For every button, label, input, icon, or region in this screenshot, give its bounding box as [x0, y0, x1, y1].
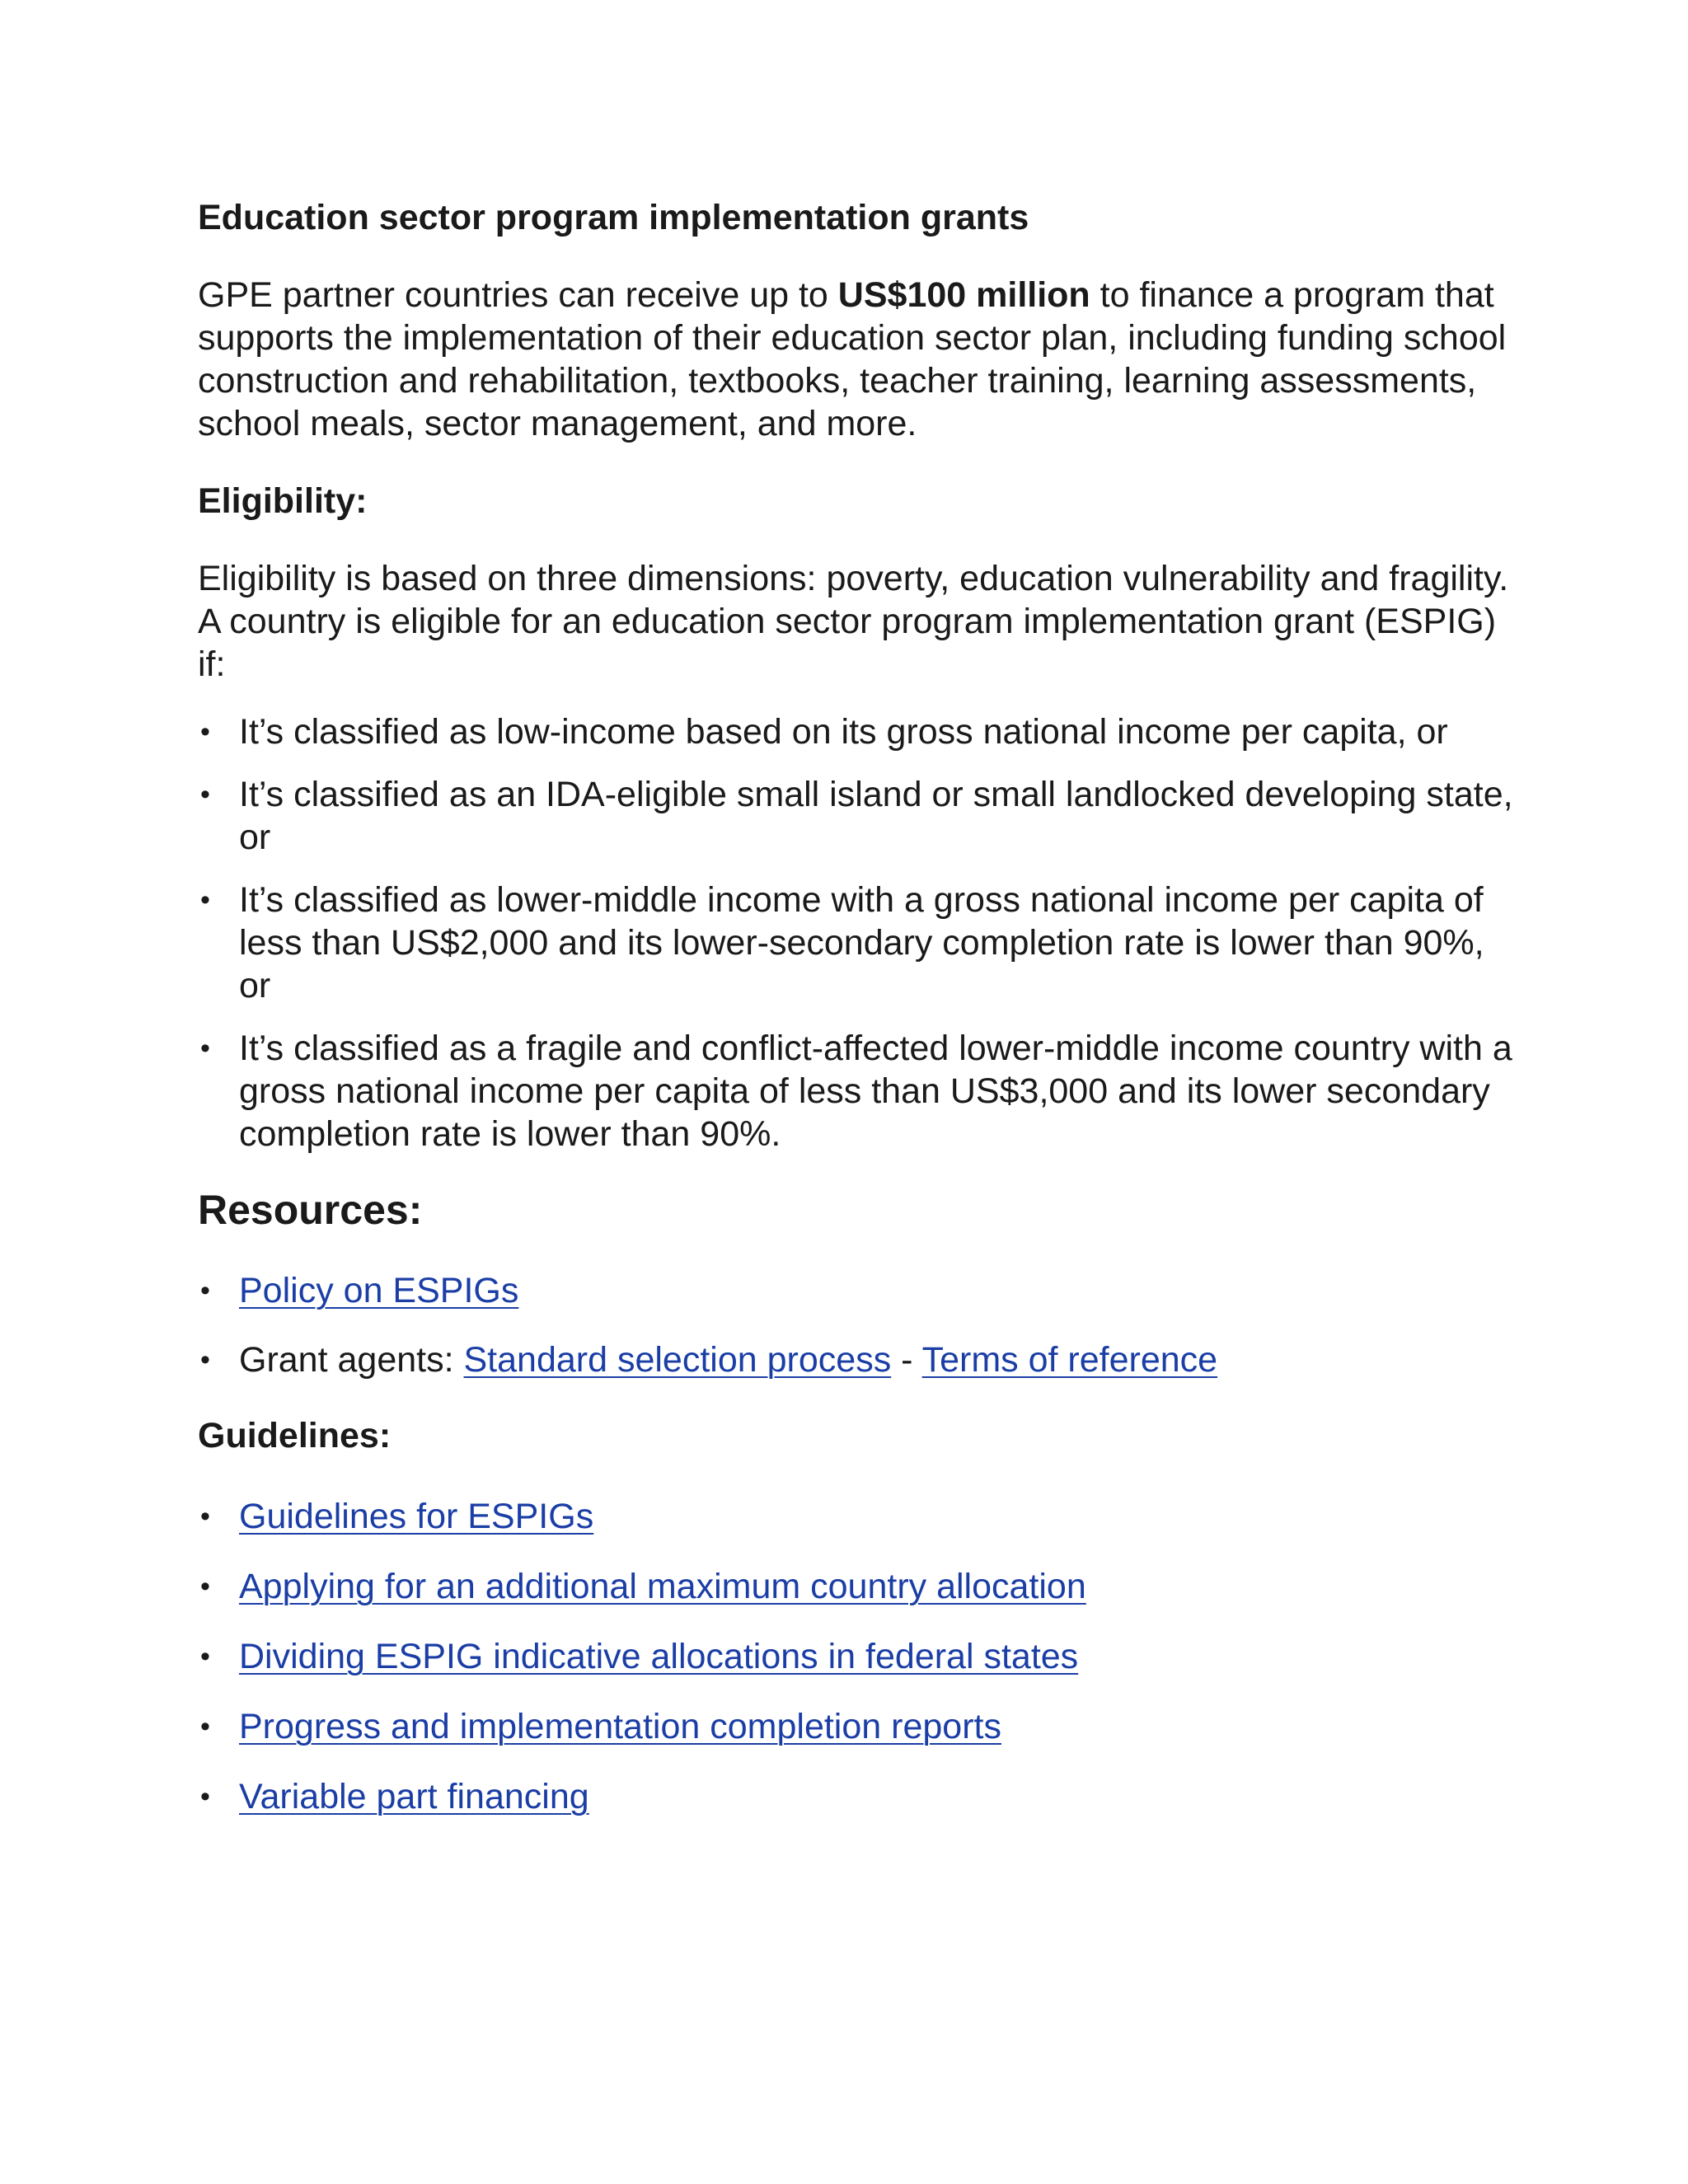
- eligibility-criterion: It’s classified as low-income based on its gross national income per capita, or: [239, 712, 1448, 752]
- guidelines-list: [198, 1495, 1517, 1818]
- intro-text-before: GPE partner countries can receive up to: [198, 275, 838, 315]
- eligibility-criterion: It’s classified as an IDA-eligible small island or small landlocked developing state, or: [239, 775, 1513, 857]
- bullet-icon: •: [200, 1571, 210, 1602]
- policy-on-espigs-link[interactable]: Policy on ESPIGs: [239, 1271, 519, 1310]
- bullet-icon: •: [200, 1033, 210, 1064]
- eligibility-heading: Eligibility:: [198, 481, 368, 521]
- page-title: Education sector program implementation grants: [198, 198, 1029, 237]
- link-separator: -: [891, 1340, 922, 1380]
- variable-part-financing-link[interactable]: Variable part financing: [239, 1777, 589, 1816]
- list-item: [198, 879, 1517, 1007]
- bullet-icon: •: [200, 1711, 210, 1742]
- bullet-icon: •: [200, 884, 210, 916]
- list-item: [198, 1565, 1517, 1608]
- additional-allocation-link[interactable]: Applying for an additional maximum country allocation: [239, 1567, 1086, 1606]
- eligibility-criterion: It’s classified as lower-middle income with a gross national income per capita of less than US$2,000 and its lower-secondary completion rate is lower than 90%, or: [239, 880, 1484, 1005]
- bullet-icon: •: [200, 716, 210, 748]
- bullet-icon: •: [200, 1344, 210, 1376]
- guidelines-heading: Guidelines:: [198, 1416, 392, 1455]
- list-item: [198, 1635, 1517, 1678]
- federal-states-allocations-link[interactable]: Dividing ESPIG indicative allocations in federal states: [239, 1637, 1079, 1676]
- completion-reports-link[interactable]: Progress and implementation completion reports: [239, 1707, 1001, 1746]
- intro-amount: US$100 million: [837, 275, 1090, 315]
- list-item: [198, 710, 1517, 753]
- resources-list: [198, 1269, 1517, 1381]
- list-item: [198, 1705, 1517, 1748]
- list-item: [198, 1338, 1517, 1381]
- terms-of-reference-link[interactable]: Terms of reference: [921, 1340, 1218, 1380]
- guidelines-for-espigs-link[interactable]: Guidelines for ESPIGs: [239, 1497, 594, 1536]
- eligibility-criterion: It’s classified as a fragile and conflict-affected lower-middle income country with a gross national income per capita of less than US$3,000 and its lower secondary completion rate is lower than 90%.: [239, 1029, 1512, 1154]
- intro-text-after: to finance a program that supports the implementation of their education sector plan, including funding school construction and rehabilitation, textbooks, teacher training, learning assessments, school meals, sector management, and more.: [198, 275, 1507, 443]
- resources-heading: Resources:: [198, 1187, 423, 1233]
- grant-agents-label: Grant agents:: [239, 1340, 464, 1380]
- bullet-icon: •: [200, 1781, 210, 1812]
- standard-selection-process-link[interactable]: Standard selection process: [463, 1340, 892, 1380]
- document-page: [198, 196, 1517, 1845]
- eligibility-list: [198, 710, 1517, 1155]
- list-item: [198, 1269, 1517, 1312]
- bullet-icon: •: [200, 779, 210, 810]
- list-item: [198, 773, 1517, 859]
- list-item: [198, 1027, 1517, 1155]
- bullet-icon: •: [200, 1275, 210, 1306]
- list-item: [198, 1495, 1517, 1538]
- eligibility-text: Eligibility is based on three dimensions: poverty, education vulnerability and fragility. A country is eligible for an education sector program implementation grant (ESPIG) if:: [198, 559, 1509, 684]
- bullet-icon: •: [200, 1501, 210, 1532]
- list-item: [198, 1775, 1517, 1818]
- bullet-icon: •: [200, 1641, 210, 1672]
- intro-paragraph: [198, 274, 1517, 445]
